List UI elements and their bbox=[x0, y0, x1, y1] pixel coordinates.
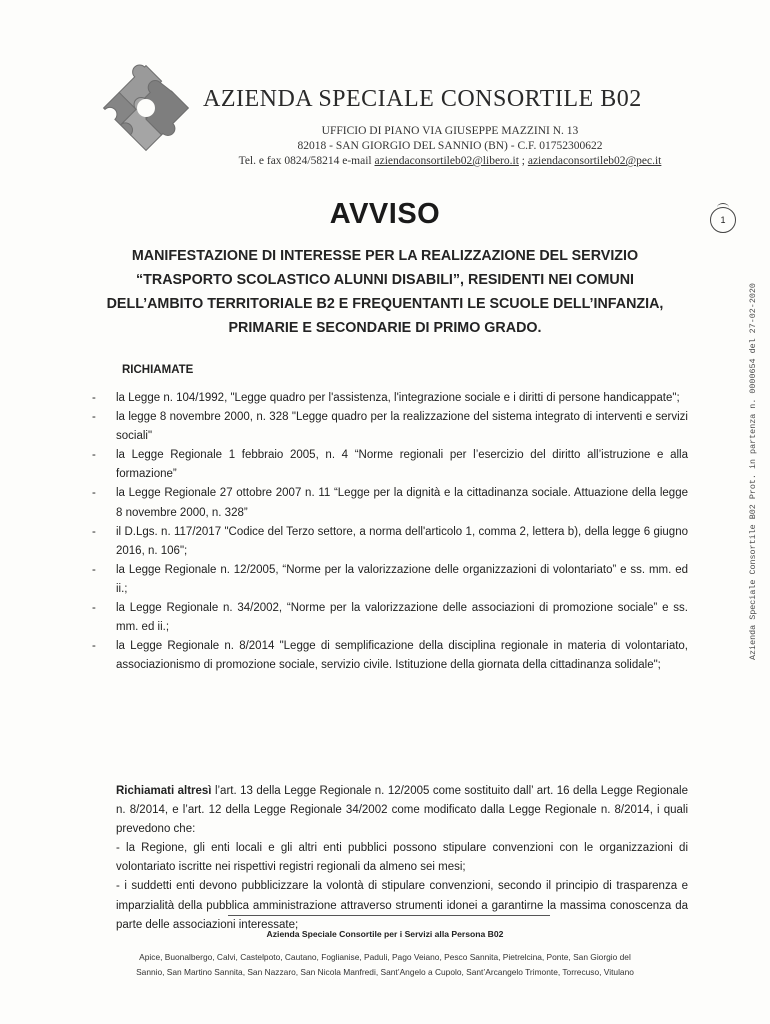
subject-line: “TRASPORTO SCOLASTICO ALUNNI DISABILI”, RESIDENTI NEI COMUNI bbox=[135, 272, 635, 288]
dash-bullet: - bbox=[92, 525, 96, 538]
dash-bullet: - bbox=[92, 602, 96, 615]
list-item bbox=[92, 408, 688, 446]
list-item-text: la Legge Regionale n. 34/2002, “Norme per la valorizzazione delle associazioni di promozione sociale” e ss. mm. ed ii.; bbox=[116, 602, 688, 634]
footer-title: Azienda Speciale Consortile per i Servizi alla Persona B02 bbox=[266, 929, 504, 939]
dash-bullet: - bbox=[92, 640, 96, 653]
footer-divider bbox=[228, 915, 550, 916]
paragraph-intro bbox=[116, 782, 688, 839]
email-separator: ; bbox=[518, 155, 528, 167]
list-item bbox=[92, 446, 688, 484]
subject-line: DELL’AMBITO TERRITORIALE B2 E FREQUENTANTI LE SCUOLE DELL’INFANZIA, bbox=[106, 296, 664, 312]
protocol-stamp: Azienda Speciale Consortile B02 Prot. in partenza n. 0000654 del 27-02-2020 bbox=[748, 283, 758, 660]
list-item bbox=[92, 561, 688, 599]
list-item bbox=[92, 484, 688, 522]
footer-municipalities bbox=[80, 950, 690, 980]
paragraph-point: - i suddetti enti devono pubblicizzare la volontà di stipulare convenzioni, secondo il principio di trasparenza e imparzialità della pubblica amministrazione attraverso strumenti idonei a garantirne la massima conoscenza da parte delle associazioni interessate; bbox=[116, 880, 688, 931]
list-item-text: la Legge Regionale n. 12/2005, “Norme per la valorizzazione delle organizzazioni di volontariato” e ss. mm. ed ii.; bbox=[116, 563, 688, 595]
section-title-richiamate: RICHIAMATE bbox=[122, 364, 194, 376]
list-item bbox=[92, 599, 688, 637]
list-item bbox=[92, 637, 688, 675]
dash-bullet: - bbox=[92, 449, 96, 462]
dash-bullet: - bbox=[92, 487, 96, 500]
paragraph-point: - la Regione, gli enti locali e gli altri enti pubblici possono stipulare convenzioni con le organizzazioni di volontariato iscritte nei rispettivi registri regionali da almeno sei mesi; bbox=[116, 842, 688, 874]
list-item bbox=[92, 523, 688, 561]
intro-text: l’art. 13 della Legge Regionale n. 12/2005 come sostituito dall’ art. 16 della Legge Regionale n. 8/2014, e l’art. 12 della Legge Regionale 34/2002 come modificato dalla Legge Regionale n. 8/2014, i quali prevedono che: bbox=[116, 785, 688, 836]
subject-line: MANIFESTAZIONE DI INTERESSE PER LA REALIZZAZIONE DEL SERVIZIO bbox=[131, 248, 639, 264]
bold-lead: Richiamati altresì bbox=[116, 785, 212, 797]
dash-bullet: - bbox=[92, 563, 96, 576]
subject-line: PRIMARIE E SECONDARIE DI PRIMO GRADO. bbox=[228, 320, 542, 336]
richiamate-list bbox=[92, 389, 688, 675]
organization-name: AZIENDA SPECIALE CONSORTILE B02 bbox=[203, 86, 642, 112]
letterhead-office bbox=[180, 124, 720, 169]
email-link[interactable]: aziendaconsortileb02@libero.it bbox=[374, 155, 519, 167]
notice-subject bbox=[80, 244, 690, 340]
pec-email-link[interactable]: aziendaconsortileb02@pec.it bbox=[527, 155, 662, 167]
list-item-text: la legge 8 novembre 2000, n. 328 "Legge quadro per la realizzazione del sistema integrato di interventi e servizi sociali" bbox=[116, 411, 688, 443]
towns-line: Sannio, San Martino Sannita, San Nazzaro, San Nicola Manfredi, Sant’Angelo a Cupolo, Sant’Arcangelo Trimonte, Torrecuso, Vitulano bbox=[136, 967, 634, 977]
document-title: AVVISO bbox=[329, 198, 441, 230]
dash-bullet: - bbox=[92, 411, 96, 424]
contact-line bbox=[180, 154, 720, 169]
list-item-text: la Legge Regionale n. 8/2014 "Legge di semplificazione della disciplina regionale in materia di volontariato, associazionismo di promozione sociale, servizio civile. Istituzione della giornata della cittadinanza solidale"; bbox=[116, 640, 688, 672]
list-item bbox=[92, 389, 688, 408]
list-item-text: la Legge Regionale 27 ottobre 2007 n. 11 “Legge per la dignità e la cittadinanza sociale. Attuazione della legge 8 novembre 2000, n. 328” bbox=[116, 487, 688, 519]
towns-line: Apice, Buonalbergo, Calvi, Castelpoto, Cautano, Foglianise, Paduli, Pago Veiano, Pesco Sannita, Pietrelcina, Ponte, San Giorgio del bbox=[139, 952, 631, 962]
dash-bullet: - bbox=[92, 392, 96, 404]
page-number-badge: 1 bbox=[710, 207, 736, 233]
list-item-text: la Legge n. 104/1992, "Legge quadro per l'assistenza, l'integrazione sociale e i diritti di persone handicappate"; bbox=[116, 392, 680, 404]
office-address-line: UFFICIO DI PIANO VIA GIUSEPPE MAZZINI N. 13 bbox=[321, 125, 579, 137]
richiamati-paragraph bbox=[116, 782, 688, 935]
contact-phone: Tel. e fax 0824/58214 e-mail bbox=[238, 155, 375, 167]
list-item-text: il D.Lgs. n. 117/2017 "Codice del Terzo settore, a norma dell'articolo 1, comma 2, lettera b), della legge 6 giugno 2016, n. 106"; bbox=[116, 525, 688, 557]
interlocking-puzzle-logo-icon bbox=[100, 62, 192, 154]
list-item-text: la Legge Regionale 1 febbraio 2005, n. 4 “Norme regionali per l’esercizio del diritto all’istruzione e alla formazione” bbox=[116, 449, 688, 481]
office-city-line: 82018 - SAN GIORGIO DEL SANNIO (BN) - C.F. 01752300622 bbox=[297, 140, 603, 152]
